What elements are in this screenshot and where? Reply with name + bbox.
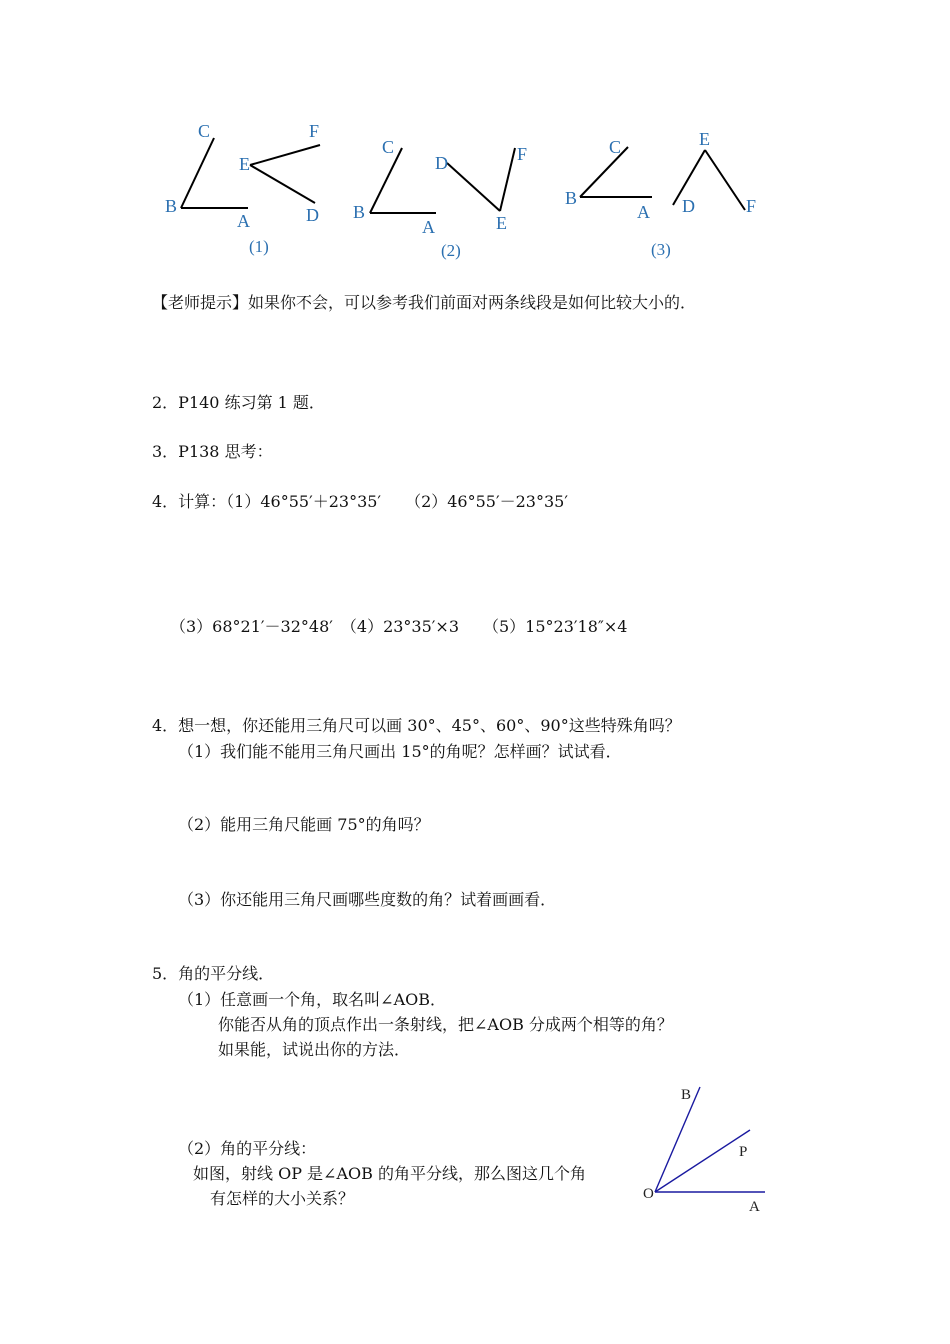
question-4-calc-row2: （3）68°21′－32°48′ （4）23°35′×3 （5）15°23′18″×4	[170, 617, 628, 636]
fig2-label-e: E	[496, 213, 507, 233]
caption-1: (1)	[249, 237, 269, 256]
question-5-sub2-line3: 有怎样的大小关系？	[210, 1189, 355, 1208]
fig1-label-c: C	[198, 121, 211, 141]
bisector-label-b: B	[681, 1087, 692, 1103]
fig2-label-a: A	[422, 217, 435, 237]
teacher-hint: 【老师提示】如果你不会，可以参考我们前面对两条线段是如何比较大小的．	[152, 293, 697, 312]
fig1-label-f: F	[309, 121, 320, 141]
fig2-label-c: C	[382, 137, 395, 157]
figure-1-lines	[181, 138, 320, 208]
question-5-sub1: （1）任意画一个角，取名叫∠AOB．	[178, 990, 447, 1009]
fig2-label-b: B	[353, 202, 366, 222]
bisector-label-a: A	[749, 1199, 760, 1215]
fig2-label-d: D	[435, 153, 448, 173]
fig1-label-e: E	[239, 154, 250, 174]
question-5-sub2: （2）角的平分线：	[178, 1139, 317, 1158]
question-3: 3．P138 思考：	[152, 442, 273, 461]
question-4-calc-row1: 4．计算：（1）46°55′＋23°35′ （2）46°55′－23°35′	[152, 492, 568, 511]
question-5-sub2-line2: 如图，射线 OP 是∠AOB 的角平分线，那么图这几个角	[193, 1164, 586, 1183]
bisector-label-o: O	[643, 1186, 654, 1202]
bisector-label-p: P	[739, 1144, 748, 1160]
fig1-label-b: B	[165, 196, 178, 216]
question-5-sub1-line2: 你能否从角的顶点作出一条射线，把∠AOB 分成两个相等的角？	[218, 1015, 673, 1034]
fig3-label-e: E	[699, 129, 710, 149]
caption-2: (2)	[441, 241, 461, 260]
fig3-label-a: A	[637, 202, 650, 222]
fig3-label-c: C	[609, 137, 622, 157]
question-2: 2．P140 练习第 1 题．	[152, 393, 325, 412]
question-4-think-sub3: （3）你还能用三角尺画哪些度数的角？试着画画看．	[178, 890, 557, 909]
caption-3: (3)	[651, 240, 671, 259]
fig3-label-b: B	[565, 188, 578, 208]
question-5-title: 5．角的平分线．	[152, 964, 275, 983]
fig1-label-d: D	[306, 205, 319, 225]
figure-3-lines	[580, 147, 745, 210]
question-4-think-sub1: （1）我们能不能用三角尺画出 15°的角呢？怎样画？试试看．	[178, 742, 622, 761]
fig1-label-a: A	[237, 211, 250, 231]
fig3-label-d: D	[682, 196, 695, 216]
fig3-label-f: F	[746, 196, 757, 216]
fig2-label-f: F	[517, 144, 528, 164]
bisector-lines	[655, 1087, 765, 1192]
question-4-think-title: 4．想一想，你还能用三角尺可以画 30°、45°、60°、90°这些特殊角吗？	[152, 716, 681, 735]
question-5-sub1-line3: 如果能，试说出你的方法．	[218, 1040, 411, 1059]
question-4-think-sub2: （2）能用三角尺能画 75°的角吗？	[178, 815, 430, 834]
